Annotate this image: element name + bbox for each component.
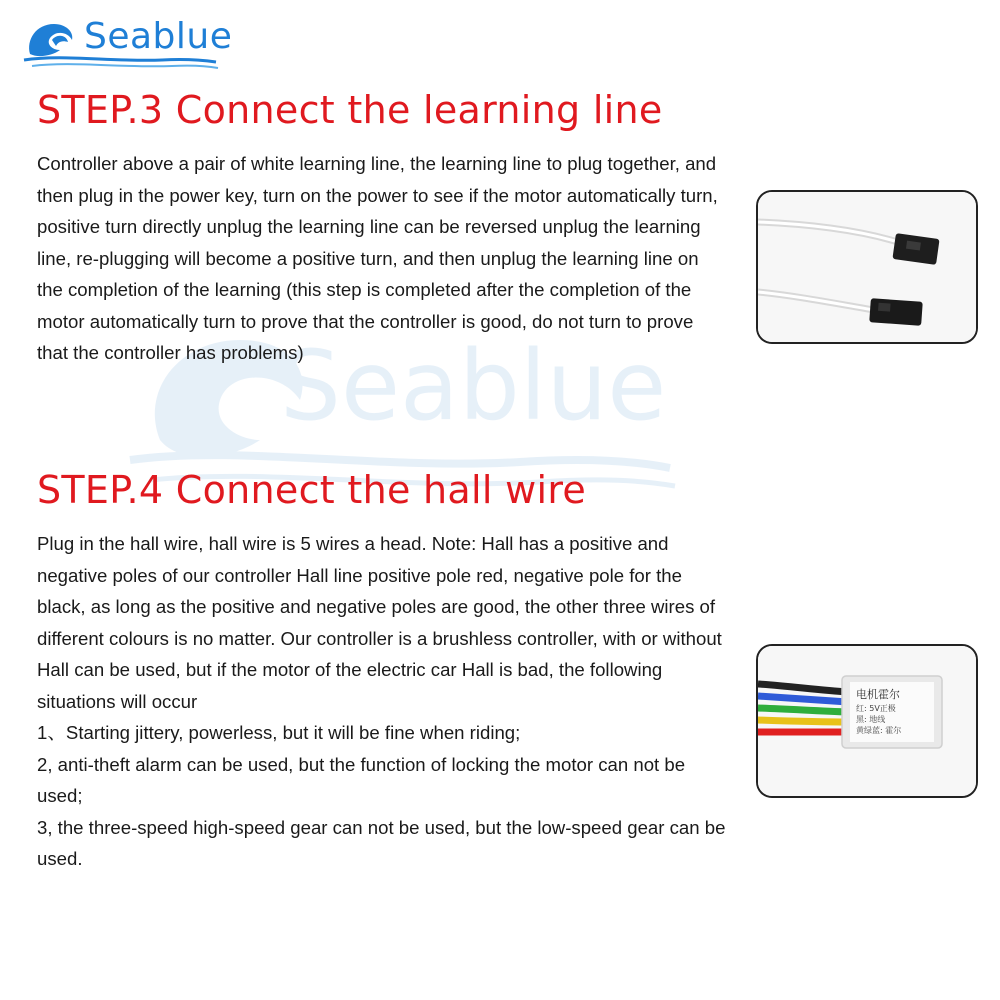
step4-item-2: 2, anti-theft alarm can be used, but the function of locking the motor can not be used; [37, 753, 686, 806]
logo-text: Seablue [84, 16, 233, 57]
step4-item-3: 3, the three-speed high-speed gear can not be used, but the low-speed gear can be used. [37, 816, 726, 869]
hall-wire-connector-icon [758, 646, 976, 796]
step4-intro: Plug in the hall wire, hall wire is 5 wires a head. Note: Hall has a positive and negative poles of our controller Hall line positive pole red, negative pole for the black, as long as the positive and negative poles are good, the other three wires of different colours is no matter. Our controller is a brushless controller, with or without Hall can be used, but if the motor of the electric car Hall is bad, the following situations will occur [37, 533, 722, 712]
learning-line-connectors-icon [758, 192, 976, 342]
seablue-logo [22, 10, 233, 72]
connector-label-line1: 电机霍尔 [856, 688, 900, 701]
connector-label-line3: 黑: 地线 [856, 715, 886, 724]
step3-paragraph: Controller above a pair of white learning line, the learning line to plug together, and then plug in the power key, turn on the power to see if the motor automatically turn, positive turn directly unplug the learning line can be reversed unplug the learning line, re-plugging will become a positive turn, and then unplug the learning line on the completion of the learning (this step is completed after the completion of the motor automatically turn to prove that the controller is good, do not turn to prove that the controller has problems) [37, 153, 718, 363]
watermark-text: Seablue [280, 330, 667, 442]
connector-label-line4: 黄绿蓝: 霍尔 [856, 726, 902, 735]
hall-wire-image [756, 644, 978, 798]
step3-title: STEP.3 Connect the learning line [37, 88, 663, 132]
learning-line-image [756, 190, 978, 344]
connector-label-line2: 红: 5V正极 [856, 704, 896, 713]
step4-title: STEP.4 Connect the hall wire [37, 468, 587, 512]
step4-paragraph [37, 528, 727, 875]
step4-item-1: 1、Starting jittery, powerless, but it will be fine when riding; [37, 722, 521, 743]
